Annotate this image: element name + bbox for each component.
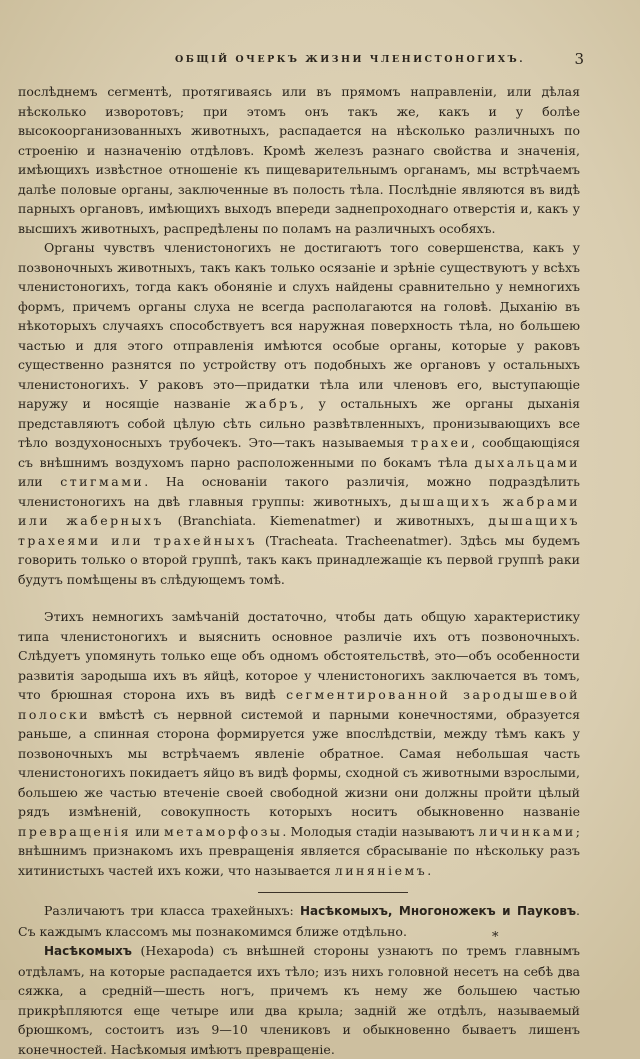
paragraph-1 xyxy=(18,82,580,238)
text-run: . Молодыя стадіи называютъ xyxy=(282,823,479,839)
term-transformation: превращенія xyxy=(18,823,131,839)
body-text xyxy=(18,82,580,1059)
term-spiracles: дыхальцами xyxy=(474,454,580,470)
text-run: Этихъ немногихъ замѣчаній достаточно, чтобы дать общую характеристику типа членистоногихъ и выяснить основное различіе ихъ отъ позвоночныхъ. Слѣдуетъ упомянуть только еще объ одномъ обстоятельствѣ, это—объ особенности развитія зародыша ихъ въ яйцѣ, которое у членистоногихъ заключается въ томъ, что брюшная сторона ихъ въ видѣ xyxy=(18,609,580,702)
paragraph-1-text: послѣднемъ сегментѣ, протягиваясь или въ прямомъ направленіи, или дѣлая нѣсколько изворотовъ; при этомъ онъ такъ же, какъ и у болѣе высокоорганизованныхъ животныхъ, распадается на нѣсколько различныхъ по строенію и назначенію отдѣловъ. Кромѣ железъ разнаго свойства и значенія, имѣющихъ извѣстное отношеніе къ пищеварительнымъ органамъ, мы встрѣчаемъ далѣе половые органы, заключенные въ полость тѣла. Послѣдніе являются въ видѣ парныхъ органовъ, имѣющихъ выходъ впереди заднепроходнаго отверстія и, какъ у высшихъ животныхъ, распредѣлены по поламъ на различныхъ особяхъ. xyxy=(18,84,580,236)
term-gills: жабръ xyxy=(245,396,300,411)
text-run: Органы чувствъ членистоногихъ не достигаютъ того совершенства, какъ у позвоночныхъ животныхъ, такъ какъ только осязаніе и зрѣніе существуютъ у всѣхъ членистоногихъ, тогда какъ обоняніе и слухъ найдены сравнительно у немногихъ формъ, причемъ органы слуха не всегда располагаются на головѣ. Дыханію въ нѣкоторыхъ случаяхъ способствуетъ вся наружная поверхность тѣла, но большею частью и для этого отправленія имѣются особые органы, которые у раковъ существенно разнятся по устройству отъ подобныхъ же органовъ у остальныхъ членистоногихъ. У раковъ это—придатки тѣла или членовъ его, выступающіе наружу и носящіе названіе xyxy=(18,240,580,411)
text-run: (Tracheata. Tracheenatmer). Здѣсь мы будемъ говорить только о второй группѣ, такъ какъ принадлежащіе къ первой группѣ раки будутъ помѣщены въ слѣдующемъ томѣ. xyxy=(18,532,580,587)
paragraph-5 xyxy=(18,941,580,1059)
text-run: (Hexapoda) съ внѣшней стороны узнаютъ по тремъ главнымъ отдѣламъ, на которые распадается ихъ тѣло; изъ нихъ головной несетъ на себѣ два сяжка, а средній—шесть ногъ, причемъ къ нему же большею частью прикрѣпляются еще четыре или два крыла; задній же отдѣлъ, называемый брюшкомъ, состоитъ изъ 9—10 члениковъ и обыкновенно бываетъ лишенъ конечностей. Насѣкомыя имѣютъ превращеніе. xyxy=(18,943,580,1057)
term-tracheae: трахеи xyxy=(411,435,472,450)
text-run: . На основаніи такого различія, можно подраздѣлить членистоногихъ на двѣ главныя группы: животныхъ, xyxy=(18,474,580,509)
term-classes: Насѣкомыхъ, Многоножекъ и Пауковъ xyxy=(300,904,577,918)
term-metamorphosis: метаморфозы xyxy=(164,823,283,839)
paragraph-2 xyxy=(18,238,580,589)
text-run: ; внѣшнимъ признакомъ ихъ превращенія является сбрасываніе по нѣскольку разъ хитинистыхъ частей ихъ кожи, что называется xyxy=(18,823,580,878)
text-run: , у остальныхъ же органы дыханія представляютъ собой цѣлую сѣть сильно развѣтвленныхъ, пронизывающихъ все тѣло воздухоносныхъ трубочекъ. Это—такъ называемыя xyxy=(18,396,581,450)
text-run: или xyxy=(18,474,61,489)
text-run: вмѣстѣ съ нервной системой и парными конечностями, образуется раньше, а спинная сторона формируется уже впослѣдствіи, между тѣмъ какъ у позвоночныхъ мы встрѣчаемъ явленіе обратное. Самая небольшая часть членистоногихъ покидаетъ яйцо въ видѣ формы, сходной съ животными взрослыми, большею же частью втеченіе своей свободной жизни они должны пройти цѣлый рядъ измѣненій, совокупность которыхъ носитъ обыкновенно названіе xyxy=(18,706,580,819)
term-trachea-breathers: дышащихъ трахеями или трахейныхъ xyxy=(18,513,580,548)
text-run: . Съ каждымъ классомъ мы познакомимся ближе отдѣльно. xyxy=(18,903,580,939)
term-germ-streak: сегментированной зародышевой полоски xyxy=(18,687,580,722)
page-number: 3 xyxy=(574,50,584,68)
text-run: (Branchiata. Kiemenatmer) и животныхъ, xyxy=(163,513,489,528)
section-divider xyxy=(258,892,408,893)
term-stigmata: стигмами xyxy=(60,474,145,489)
term-molting: линяніемъ xyxy=(334,862,428,878)
text-run: Различаютъ три класса трахейныхъ: xyxy=(44,903,301,918)
term-gill-breathers: дышащихъ жабрами или жаберныхъ xyxy=(18,493,581,528)
running-head: ОБЩІЙ ОЧЕРКЪ ЖИЗНИ ЧЛЕНИСТОНОГИХЪ. xyxy=(174,54,526,65)
paragraph-gap xyxy=(18,589,580,607)
term-larvae: личинками xyxy=(478,823,576,839)
text-run: . xyxy=(427,862,432,878)
paragraph-3 xyxy=(18,607,580,880)
term-insects: Насѣкомыхъ xyxy=(44,944,132,958)
text-run: или xyxy=(130,823,165,839)
signature-mark: * xyxy=(492,930,499,945)
text-run: , сообщающіяся съ внѣшнимъ воздухомъ парно расположенными по бокамъ тѣла xyxy=(18,435,581,470)
